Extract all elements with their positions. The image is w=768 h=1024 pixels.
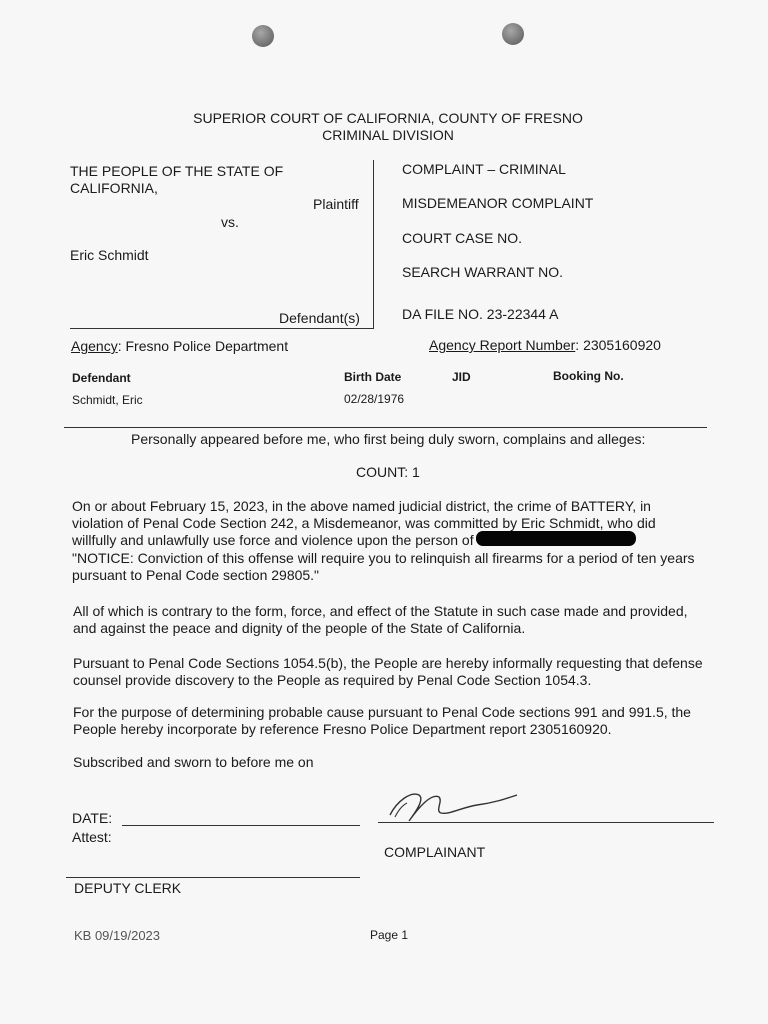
complaint-type: COMPLAINT – CRIMINAL bbox=[402, 161, 566, 177]
punch-hole bbox=[502, 23, 524, 45]
count-text-line2: violation of Penal Code Section 242, a Misdemeanor, was committed by Eric Schmidt, who did bbox=[72, 515, 656, 531]
discovery-paragraph: Pursuant to Penal Code Sections 1054.5(b), the People are hereby informally requesting that defense counsel provide discovery to the People as required by Penal Code Section 1054.3. bbox=[73, 655, 703, 688]
da-file-no: DA FILE NO. 23-22344 A bbox=[402, 306, 559, 322]
misdemeanor-label: MISDEMEANOR COMPLAINT bbox=[402, 195, 594, 211]
col-defendant: Defendant bbox=[72, 371, 131, 385]
contrary-paragraph: All of which is contrary to the form, force, and effect of the Statute in such case made and provided, and against the peace and dignity of the people of the State of California. bbox=[73, 603, 688, 636]
plaintiff-label: Plaintiff bbox=[313, 196, 359, 212]
date-line bbox=[122, 825, 360, 826]
cell-defendant: Schmidt, Eric bbox=[72, 393, 143, 407]
punch-hole bbox=[252, 25, 274, 47]
agency-label: Agency bbox=[71, 338, 118, 354]
search-warrant-no: SEARCH WARRANT NO. bbox=[402, 264, 564, 280]
versus-label: vs. bbox=[221, 214, 239, 230]
count-heading: COUNT: 1 bbox=[356, 464, 420, 480]
attest-label: Attest: bbox=[72, 829, 112, 845]
caption-divider bbox=[373, 160, 374, 328]
plaintiff-line2: CALIFORNIA, bbox=[70, 180, 158, 196]
deputy-clerk-line bbox=[66, 877, 360, 878]
cell-birth-date: 02/28/1976 bbox=[344, 392, 405, 406]
redaction-mark bbox=[476, 531, 636, 546]
agency-report-label: Agency Report Number bbox=[429, 337, 576, 353]
count-text-line1: On or about February 15, 2023, in the above named judicial district, the crime of BATTERY, in bbox=[72, 498, 651, 514]
count-text-line3: willfully and unlawfully use force and violence upon the person of bbox=[72, 532, 474, 548]
defendant-label: Defendant(s) bbox=[279, 310, 360, 326]
division-title: CRIMINAL DIVISION bbox=[322, 127, 454, 143]
agency-report-line bbox=[429, 337, 661, 353]
footer-initials-date: KB 09/19/2023 bbox=[74, 928, 161, 943]
page-number: Page 1 bbox=[370, 928, 409, 942]
agency-value: : Fresno Police Department bbox=[117, 338, 289, 354]
agency-line bbox=[71, 338, 288, 354]
notice-line2: pursuant to Penal Code section 29805." bbox=[72, 567, 320, 583]
notice-line1: "NOTICE: Conviction of this offense will require you to relinquish all firearms for a period of ten years bbox=[72, 550, 695, 566]
col-jid: JID bbox=[452, 370, 471, 384]
court-case-no: COURT CASE NO. bbox=[402, 230, 523, 246]
date-label: DATE: bbox=[72, 810, 113, 826]
probable-cause-paragraph: For the purpose of determining probable cause pursuant to Penal Code sections 991 and 991.5, the People hereby incorporate by reference Fresno Police Department report 2305160920. bbox=[73, 704, 691, 737]
subscribed-line: Subscribed and sworn to before me on bbox=[73, 754, 314, 770]
agency-report-value: : 2305160920 bbox=[575, 337, 661, 353]
court-title: SUPERIOR COURT OF CALIFORNIA, COUNTY OF FRESNO bbox=[193, 110, 583, 126]
complainant-line bbox=[378, 822, 714, 823]
col-booking-no: Booking No. bbox=[553, 369, 624, 383]
section-divider bbox=[64, 427, 707, 428]
plaintiff-line1: THE PEOPLE OF THE STATE OF bbox=[70, 163, 284, 179]
sworn-statement: Personally appeared before me, who first being duly sworn, complains and alleges: bbox=[131, 431, 646, 447]
defendant-name: Eric Schmidt bbox=[70, 247, 149, 263]
complainant-label: COMPLAINANT bbox=[384, 844, 486, 860]
deputy-clerk-label: DEPUTY CLERK bbox=[74, 880, 182, 896]
caption-underline bbox=[70, 328, 374, 329]
col-birth-date: Birth Date bbox=[344, 370, 402, 384]
